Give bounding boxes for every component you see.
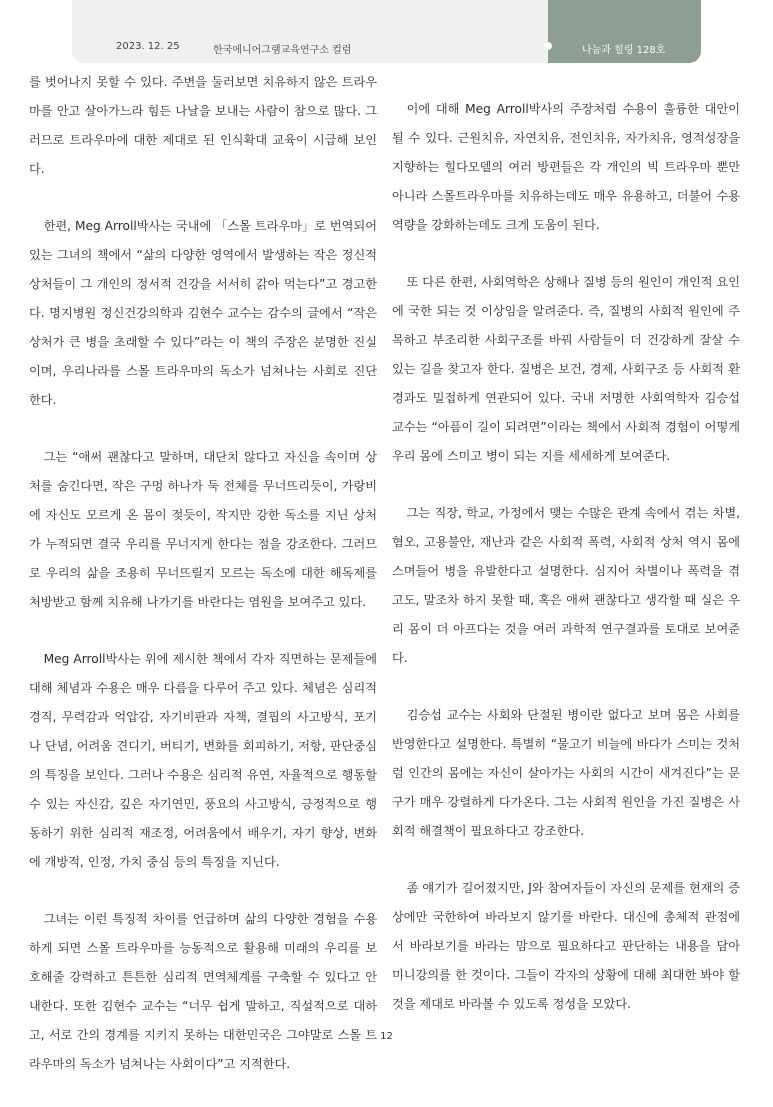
issue-tab (548, 0, 701, 63)
column-source: 한국에니어그램교육연구소 컬럼 (213, 45, 352, 56)
paragraph: Meg Arroll박사는 위에 제시한 책에서 각자 직면하는 문제들에 대해 체념과 수용은 매우 다름을 다루어 주고 있다. 체념은 심리적 경직, 무력감과 억압감, 자기비판과 자책, 결핍의 사고방식, 포기나 단념, 어려움 견디기, 버티기, 변화를 회피하기, 저항, 판단중심의 특징을 보인다. 그러나 수용은 심리적 유연, 자율적으로 행동할 수 있는 자신감, 깊은 자기연민, 풍요의 사고방식, 긍정적으로 행동하기 위한 심리적 재조정, 어려움에서 배우기, 자기 향상, 변화에 개방적, 인정, 가치 중심 등의 특징을 지닌다. (29, 652, 377, 869)
paragraph: 그는 “애써 괜찮다고 말하며, 대단치 않다고 자신을 속이며 상처를 숨긴다면, 작은 구멍 하나가 둑 전체를 무너뜨리듯이, 가랑비에 자신도 모르게 온 몸이 젖듯이, 작지만 강한 독소를 지닌 상처가 누적되면 결국 우리를 무너지게 한다는 점을 강조한다. 그러므로 우리의 삶을 조용히 무너뜨릴지 모르는 독소에 대한 해독제를 처방받고 함께 치유해 나가기를 바란다는 염원을 보여주고 있다. (29, 450, 377, 609)
paragraph: 그는 직장, 학교, 가정에서 맺는 수많은 관계 속에서 겪는 차별, 혐오, 고용불안, 재난과 같은 사회적 폭력, 사회적 상처 역시 몸에 스며들어 병을 유발한다고 설명한다. 심지어 차별이나 폭력을 겪고도, 말조차 하지 못할 때, 혹은 애써 괜찮다고 생각할 때 실은 우리 몸이 더 아프다는 것을 여러 과학적 연구결과를 토대로 보여준다. (392, 506, 740, 665)
paragraph: 좀 얘기가 길어졌지만, J와 참여자들이 자신의 문제를 현재의 증상에만 국한하여 바라보지 않기를 바란다. 대신에 총체적 관점에서 바라보기를 바라는 맘으로 필요하다고 판단하는 내용을 담아 미니강의를 한 것이다. 그들이 각자의 상황에 대해 최대한 봐야 할 것을 제대로 바라볼 수 있도록 정성을 모았다. (392, 881, 740, 1011)
page-number: 12 (380, 1031, 393, 1042)
paragraph: 그녀는 이런 특징적 차이를 언급하며 삶의 다양한 경험을 수용하게 되면 스몰 트라우마를 능동적으로 활용해 미래의 우리를 보호해줄 강력하고 튼튼한 심리적 면역체계를 구축할 수 있다고 안내한다. 또한 김현수 교수는 “너무 쉽게 말하고, 직설적으로 대하고, 서로 간의 경계를 지키지 못하는 대한민국은 그야말로 스몰 트라우마의 독소가 넘쳐나는 사회이다”고 지적한다. (29, 912, 377, 1071)
paragraph: 를 벗어나지 못할 수 있다. 주변을 둘러보면 치유하지 않은 트라우마를 안고 살아가느라 힘든 나날을 보내는 사람이 참으로 많다. 그러므로 트라우마에 대한 제대로 된 인식확대 교육이 시급해 보인다. (29, 75, 377, 176)
paragraph: 또 다른 한편, 사회역학은 상해나 질병 등의 원인이 개인적 요인에 국한 되는 것 이상임을 알려준다. 즉, 질병의 사회적 원인에 주목하고 부조리한 사회구조를 바꿔 사람들이 더 건강하게 잘살 수 있는 길을 찾고자 한다. 질병은 보건, 경제, 사회구조 등 사회적 환경과도 밀접하게 연관되어 있다. 국내 저명한 사회역학자 김승섭 교수는 “아픔이 길이 되려면”이라는 책에서 사회적 경험이 어떻게 우리 몸에 스미고 병이 되는 지를 세세하게 보여준다. (392, 275, 740, 463)
paragraph: 한편, Meg Arroll박사는 국내에 「스몰 트라우마」로 번역되어 있는 그녀의 책에서 “삶의 다양한 영역에서 발생하는 작은 정신적 상처들이 그 개인의 정서적 건강을 서서히 갉아 먹는다”고 경고한다. 명지병원 정신건강의학과 김현수 교수는 감수의 글에서 “작은 상처가 큰 병을 초래할 수 있다”라는 이 책의 주장은 분명한 진실이며, 우리나라를 스몰 트라우마의 독소가 넘쳐나는 사회로 진단한다. (29, 219, 377, 407)
right-column (392, 95, 740, 1047)
bullet-dot-icon (544, 42, 552, 50)
publication-date: 2023. 12. 25 (116, 41, 180, 52)
left-column (29, 68, 377, 1107)
paragraph: 김승섭 교수는 사회와 단절된 병이란 없다고 보며 몸은 사회를 반영한다고 설명한다. 특별히 “물고기 비늘에 바다가 스미는 것처럼 인간의 몸에는 자신이 살아가는 사회의 시간이 새겨진다”는 문구가 매우 강렬하게 다가온다. 그는 사회적 원인을 가진 질병은 사회적 해결책이 필요하다고 강조한다. (392, 708, 740, 838)
issue-label: 나눔과 힐링 128호 (582, 45, 666, 56)
page-header (72, 0, 701, 63)
paragraph: 이에 대해 Meg Arroll박사의 주장처럼 수용이 훌륭한 대안이 될 수 있다. 근원치유, 자연치유, 전인치유, 자가치유, 영적성장을 지향하는 힐다모델의 여러 방편들은 각 개인의 빅 트라우마 뿐만 아니라 스몰트라우마를 치유하는데도 매우 유용하고, 더불어 수용역량을 강화하는데도 크게 도움이 된다. (392, 102, 740, 232)
